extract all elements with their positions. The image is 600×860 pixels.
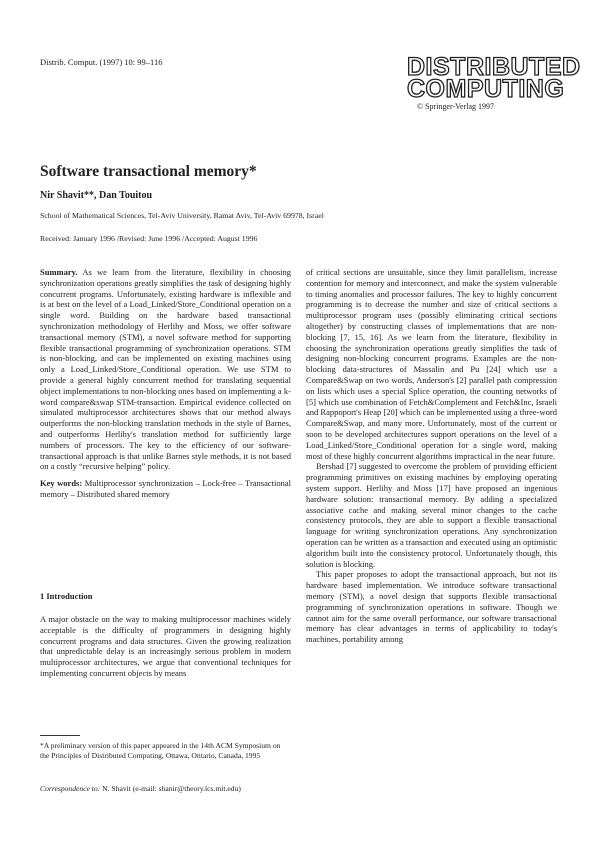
right-paragraph-3: This paper proposes to adopt the transactional approach, but not its hardware based implementation. We introduce software transactional memory (STM), a novel design that supports flexible transactional programming of synchronization operations in software. Though we cannot aim for the same overall performance, our software transactional memory has clear advantages in terms of applicability to today's machines, portability among bbox=[306, 569, 557, 645]
summary-label: Summary. bbox=[40, 267, 78, 277]
right-paragraph-2: Bershad [7] suggested to overcome the problem of providing efficient programming primitives on existing machines by employing operating system support. Herlihy and Moss [17] have proposed an ingenious hardware solution: transactional memory. By adding a specialized associative cache and making several minor changes to the cache consistency protocols, they are able to support a flexible transactional language for writing synchronization operations. Any synchronization operation can be written as a transaction and executed using an optimistic algorithm built into the consistency protocol. Unfortunately though, this solution is blocking. bbox=[306, 461, 557, 569]
intro-paragraph: A major obstacle on the way to making multiprocessor machines widely acceptable is the difficulty of programmers in designing highly concurrent programs and data structures. Given the growing realization that unpredictable delay is an increasingly serious problem in modern multiprocessor architectures, we argue that conventional techniques for implementing concurrent objects by means bbox=[40, 614, 291, 678]
keywords-text: Multiprocessor synchronization – Lock-free – Transactional memory – Distributed shared memory bbox=[40, 478, 292, 499]
right-column bbox=[306, 267, 557, 645]
paper-title: Software transactional memory* bbox=[40, 163, 257, 180]
journal-citation: Distrib. Comput. (1997) 10: 99–116 bbox=[40, 57, 163, 67]
correspondence bbox=[40, 784, 241, 793]
correspondence-label: Correspondence to: bbox=[40, 784, 101, 793]
summary-paragraph bbox=[40, 267, 291, 472]
footnote-divider bbox=[40, 735, 80, 736]
right-paragraph-1: of critical sections are unsuitable, since they limit parallelism, increase contention for memory and interconnect, and make the system vulnerable to timing anomalies and processor failures. The key to highly concurrent programming is to decrease the number and size of critical sections a multiprocessor program uses (possibly eliminating critical sections altogether) by constructing classes of implementations that are non-blocking [7, 15, 16]. As we learn from the literature, flexibility in choosing the synchronization operations greatly simplifies the task of designing non-blocking concurrent programs. Examples are the non-blocking data-structures of Massalin and Pu [24] which use a Compare&Swap on two words, Anderson's [2] parallel path compression on lists which uses a special Splice operation, the counting networks of [5] which use combination of Fetch&Complement and Fetch&Inc, Israeli and Rappoport's Heap [20] which can be implemented using a three-word Compare&Swap, and many more. Unfortunately, most of the current or soon to be developed architectures support operations on the level of a Load_Linked/Store_Conditional operation for a single word, making most of these highly concurrent algorithms impractical in the near future. bbox=[306, 267, 557, 461]
paper-authors: Nir Shavit**, Dan Touitou bbox=[40, 190, 153, 201]
logo-line-1: DISTRIBUTED bbox=[407, 53, 581, 81]
left-column bbox=[40, 267, 291, 500]
keywords-label: Key words: bbox=[40, 478, 83, 489]
logo-line-2: COMPUTING bbox=[407, 75, 565, 103]
keywords-paragraph bbox=[40, 478, 291, 500]
publisher-copyright: © Springer-Verlag 1997 bbox=[417, 102, 495, 111]
summary-text: As we learn from the literature, flexibility in choosing synchronization operations greatly simplifies the task of designing highly concurrent programs. Unfortunately, existing hardware is inflexible and is at best on the level of a Load_Linked/Store_Conditional operation on a single word. Building on the hardware based transactional synchronization methodology of Herlihy and Moss, we offer software transactional memory (STM), a novel software method for supporting flexible transactional programming of synchronization operations. STM is non-blocking, and can be implemented on existing machines using only a Load_Linked/Store_Conditional operation. We use STM to provide a general highly concurrent method for translating sequential object implementations to non-blocking ones based on implementing a k-word compare&swap STM-transaction. Empirical evidence collected on simulated multiprocessor architectures shows that our method always outperforms the non-blocking translation methods in the style of Barnes, and outperforms Herlihy's translation method for sufficiently large numbers of processors. The key to the efficiency of our software-transactional approach is that unlike Barnes style methods, it is not based on a costly “recursive helping” policy. bbox=[40, 267, 291, 472]
section-heading: 1 Introduction bbox=[40, 591, 93, 601]
footnote-text: *A preliminary version of this paper appeared in the 14th ACM Symposium on the Principles of Distributed Computing, Ottawa, Ontario, Canada, 1995 bbox=[40, 741, 281, 760]
journal-logo bbox=[407, 53, 581, 111]
correspondence-text: N. Shavit (e-mail: shanir@theory.lcs.mit.edu) bbox=[102, 784, 241, 793]
received-dates: Received: January 1996 /Revised: June 1996 /Accepted: August 1996 bbox=[40, 234, 258, 243]
author-affiliation: School of Mathematical Sciences, Tel-Aviv University, Ramat Aviv, Tel-Aviv 69978, Israel bbox=[40, 211, 324, 220]
